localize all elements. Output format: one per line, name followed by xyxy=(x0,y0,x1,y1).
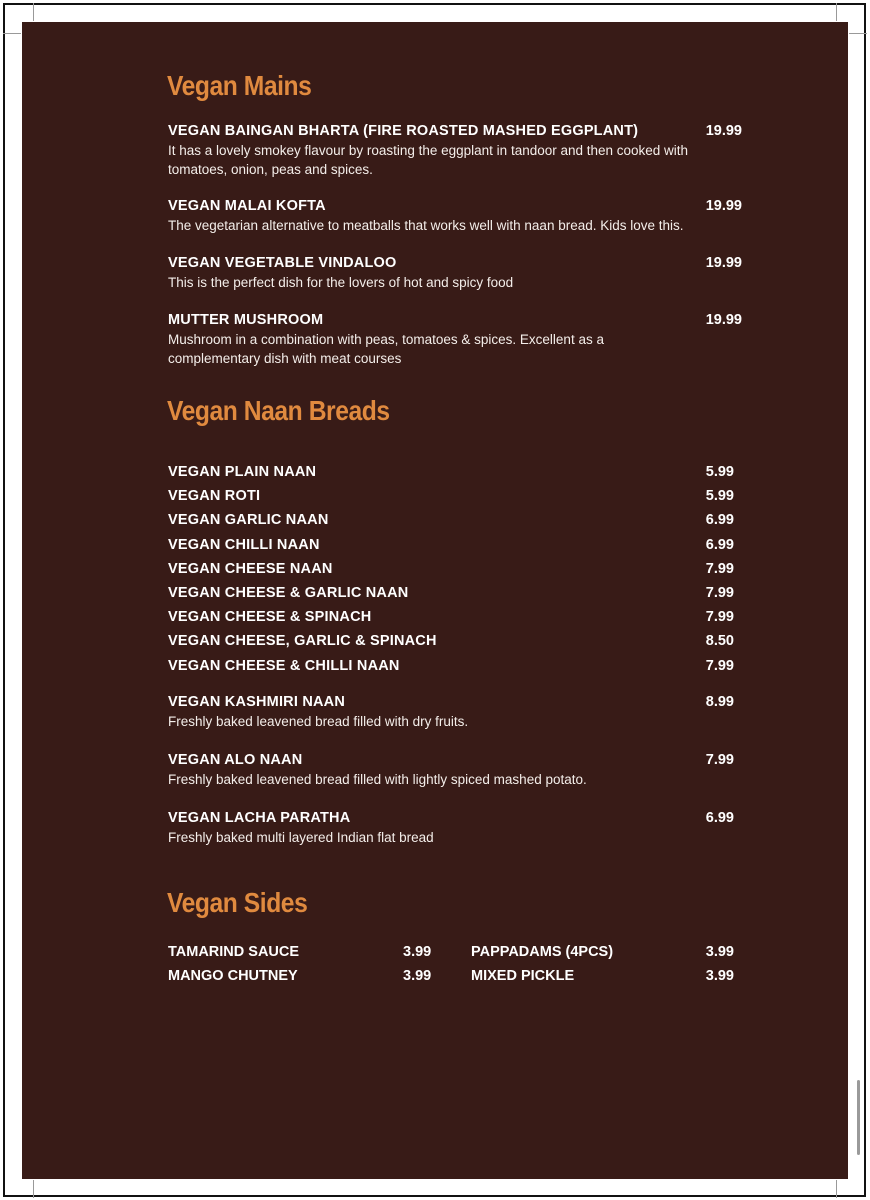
item-name: MIXED PICKLE xyxy=(471,968,575,984)
section-title-sides: Vegan Sides xyxy=(167,887,308,918)
item-description: It has a lovely smokey flavour by roasting the eggplant in tandoor and then cooked with tomatoes, onion, peas and spices. xyxy=(168,143,689,177)
item-name: VEGAN CHEESE & SPINACH xyxy=(168,609,372,626)
item-price: 19.99 xyxy=(705,198,742,214)
list-item xyxy=(168,654,734,678)
item-name: VEGAN CHEESE & GARLIC NAAN xyxy=(168,585,409,602)
item-price: 7.99 xyxy=(705,657,734,674)
item-name: VEGAN BAINGAN BHARTA (FIRE ROASTED MASHED EGGPLANT) xyxy=(168,123,639,139)
item-price: 7.99 xyxy=(705,585,734,602)
list-item xyxy=(168,605,734,629)
item-price: 5.99 xyxy=(705,464,734,481)
item-price: 19.99 xyxy=(705,123,742,139)
item-price: 5.99 xyxy=(705,488,734,505)
scrollbar-thumb[interactable] xyxy=(857,1080,860,1155)
menu-item xyxy=(168,810,734,847)
item-price: 7.99 xyxy=(705,609,734,626)
naan-list xyxy=(168,460,734,678)
item-name: VEGAN VEGETABLE VINDALOO xyxy=(168,255,397,271)
item-price: 6.99 xyxy=(705,810,734,826)
list-item xyxy=(168,484,734,508)
item-price: 3.99 xyxy=(403,944,432,960)
list-item xyxy=(168,460,734,484)
item-name: MANGO CHUTNEY xyxy=(168,968,298,984)
item-name: VEGAN KASHMIRI NAAN xyxy=(168,694,345,710)
menu-item xyxy=(168,312,742,368)
crop-mark xyxy=(836,3,837,21)
sides-row xyxy=(168,940,734,964)
item-description: Mushroom in a combination with peas, tomatoes & spices. Excellent as a complementary dish with meat courses xyxy=(168,332,604,366)
item-price: 19.99 xyxy=(705,312,742,328)
item-name: VEGAN CHEESE & CHILLI NAAN xyxy=(168,657,400,674)
list-item xyxy=(168,557,734,581)
section-title-mains: Vegan Mains xyxy=(167,70,312,101)
list-item xyxy=(168,533,734,557)
item-description: Freshly baked leavened bread filled with lightly spiced mashed potato. xyxy=(168,772,587,787)
sides-table xyxy=(168,940,734,988)
item-description: This is the perfect dish for the lovers of hot and spicy food xyxy=(168,275,514,290)
item-name: VEGAN CHILLI NAAN xyxy=(168,536,320,553)
item-name: VEGAN CHEESE NAAN xyxy=(168,560,333,577)
menu-item xyxy=(168,123,742,179)
item-price: 8.99 xyxy=(705,694,734,710)
item-name: VEGAN ALO NAAN xyxy=(168,752,303,768)
crop-mark xyxy=(33,3,34,21)
list-item xyxy=(168,629,734,653)
item-name: VEGAN ROTI xyxy=(168,488,261,505)
crop-mark xyxy=(33,1180,34,1198)
section-title-naan: Vegan Naan Breads xyxy=(167,395,390,426)
list-item xyxy=(168,581,734,605)
item-name: VEGAN CHEESE, GARLIC & SPINACH xyxy=(168,633,437,650)
item-name: TAMARIND SAUCE xyxy=(168,944,300,960)
item-description: Freshly baked leavened bread filled with dry fruits. xyxy=(168,714,469,729)
item-price: 8.50 xyxy=(705,633,734,650)
item-price: 7.99 xyxy=(705,752,734,768)
menu-item xyxy=(168,255,742,292)
crop-mark xyxy=(849,33,867,34)
menu-item xyxy=(168,752,734,789)
list-item xyxy=(168,508,734,532)
item-name: MUTTER MUSHROOM xyxy=(168,312,324,328)
item-name: VEGAN MALAI KOFTA xyxy=(168,198,326,214)
item-name: VEGAN GARLIC NAAN xyxy=(168,512,329,529)
item-price: 19.99 xyxy=(705,255,742,271)
item-name: PAPPADAMS (4PCS) xyxy=(471,944,614,960)
item-description: Freshly baked multi layered Indian flat bread xyxy=(168,830,434,845)
crop-mark xyxy=(3,33,21,34)
item-price: 6.99 xyxy=(705,536,734,553)
item-description: The vegetarian alternative to meatballs that works well with naan bread. Kids love this. xyxy=(168,218,684,233)
item-price: 3.99 xyxy=(403,968,432,984)
item-name: VEGAN LACHA PARATHA xyxy=(168,810,351,826)
crop-mark xyxy=(836,1180,837,1198)
item-price: 7.99 xyxy=(705,560,734,577)
item-price: 3.99 xyxy=(705,944,734,960)
menu-item xyxy=(168,198,742,235)
item-price: 6.99 xyxy=(705,512,734,529)
item-name: VEGAN PLAIN NAAN xyxy=(168,464,317,481)
item-price: 3.99 xyxy=(705,968,734,984)
sides-row xyxy=(168,964,734,988)
menu-item xyxy=(168,694,734,731)
